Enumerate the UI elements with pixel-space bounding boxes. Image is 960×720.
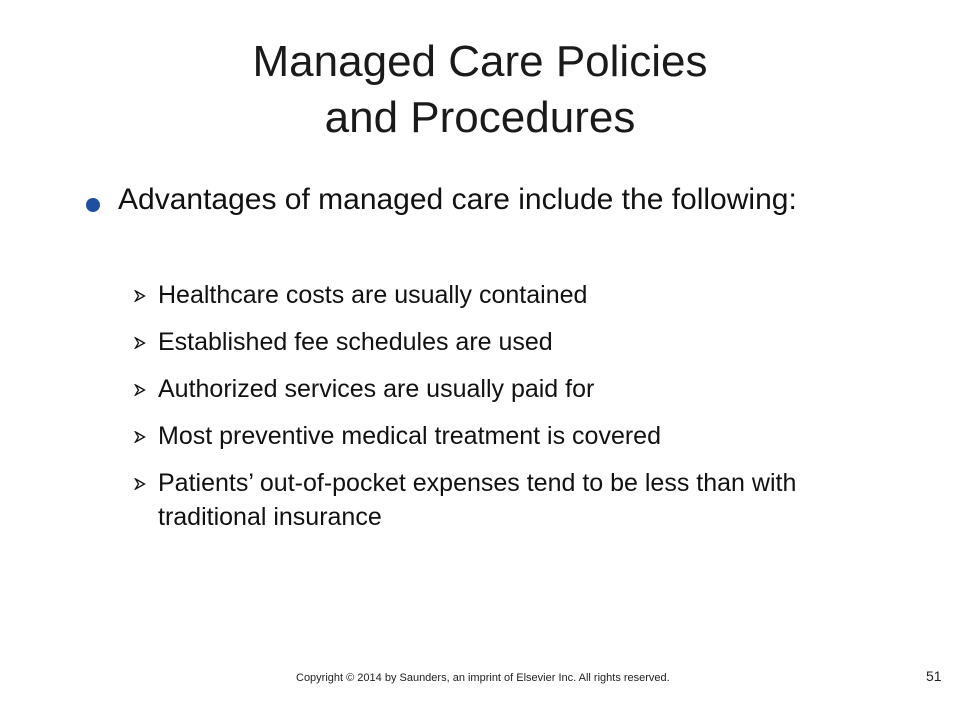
arrowhead-bullet-icon [134, 290, 146, 302]
main-bullet [86, 178, 866, 222]
slide-title [0, 34, 960, 146]
filled-circle-bullet-icon [86, 198, 100, 212]
arrowhead-bullet-icon [134, 384, 146, 396]
title-line-2: and Procedures [324, 93, 636, 142]
list-item [134, 372, 854, 406]
sub-bullet-text: Authorized services are usually paid for [158, 375, 595, 403]
sub-bullet-text: Healthcare costs are usually contained [158, 281, 588, 309]
title-line-1: Managed Care Policies [252, 37, 708, 86]
list-item [134, 466, 854, 534]
main-bullet-text: Advantages of managed care include the following: [118, 183, 797, 216]
sub-bullet-text: Most preventive medical treatment is covered [158, 422, 661, 450]
list-item [134, 325, 854, 359]
sub-bullet-text: Patients’ out-of-pocket expenses tend to be less than with traditional insurance [158, 469, 797, 531]
page-number: 51 [926, 668, 942, 684]
sub-bullet-text: Established fee schedules are used [158, 328, 553, 356]
arrowhead-bullet-icon [134, 478, 146, 490]
list-item [134, 278, 854, 312]
sub-bullet-list [134, 278, 854, 534]
copyright-footer: Copyright © 2014 by Saunders, an imprint of Elsevier Inc. All rights reserved. [296, 672, 670, 684]
list-item [134, 419, 854, 453]
arrowhead-bullet-icon [134, 431, 146, 443]
arrowhead-bullet-icon [134, 337, 146, 349]
